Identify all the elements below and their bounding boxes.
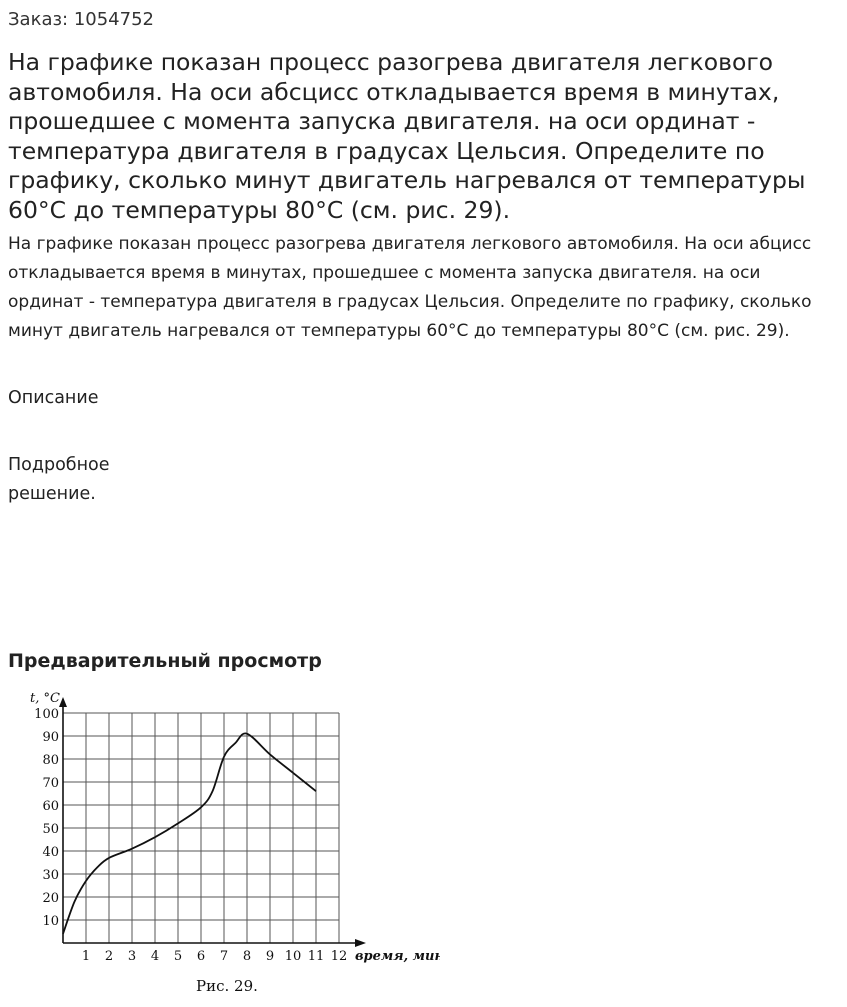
x-tick-label: 2 [104, 949, 114, 964]
temperature-chart [0, 678, 440, 1007]
y-tick-label: 20 [42, 891, 59, 906]
chart-svg [0, 678, 440, 1003]
y-tick-label: 80 [42, 753, 59, 768]
x-axis-label: время, мин. [355, 949, 440, 964]
figure-caption: Рис. 29. [196, 977, 258, 995]
detailed-solution-label: Подробное решение. [8, 455, 110, 504]
x-tick-label: 6 [196, 949, 206, 964]
task-text: На графике показан процесс разогрева двигателя легкового автомобиля. На оси абцисс откладывается время в минутах, прошедшее с момента запуска двигателя. на оси ординат - температура двигателя в градусах Цельсия. Определите по графику, сколько минут двигатель нагревался от температуры 60°C до температуры 80°C (см. рис. 29). [8, 234, 812, 341]
y-tick-label: 100 [34, 707, 59, 722]
y-tick-label: 70 [42, 776, 59, 791]
x-tick-label: 12 [330, 949, 348, 964]
x-tick-label: 9 [265, 949, 275, 964]
x-tick-label: 10 [284, 949, 302, 964]
order-number: Заказ: 1054752 [8, 9, 154, 30]
chart-axes [59, 697, 366, 947]
x-tick-label: 4 [150, 949, 160, 964]
temperature-curve [63, 733, 316, 933]
x-axis-arrow [355, 939, 366, 947]
x-tick-label: 3 [127, 949, 137, 964]
y-axis-label: t, °C [30, 691, 60, 706]
y-tick-label: 60 [42, 799, 59, 814]
preview-heading: Предварительный просмотр [8, 650, 322, 672]
description-label: Описание [8, 388, 99, 408]
x-tick-label: 11 [307, 949, 325, 964]
y-tick-label: 30 [42, 868, 59, 883]
x-tick-label: 8 [242, 949, 252, 964]
y-tick-label: 40 [42, 845, 59, 860]
x-tick-label: 5 [173, 949, 183, 964]
y-tick-label: 10 [42, 914, 59, 929]
chart-grid [63, 713, 339, 943]
x-tick-label: 7 [219, 949, 229, 964]
y-tick-label: 90 [42, 730, 59, 745]
y-axis-arrow [59, 697, 67, 707]
chart-ticks [34, 707, 347, 964]
y-tick-label: 50 [42, 822, 59, 837]
task-title: На графике показан процесс разогрева двигателя легкового автомобиля. На оси абсцисс откладывается время в минутах, прошедшее с момента запуска двигателя. на оси ординат - температура двигателя в градусах Цельсия. Определите по графику, сколько минут двигатель нагревался от температуры 60°C до температуры 80°C (см. рис. 29). [8, 48, 806, 224]
x-tick-label: 1 [81, 949, 91, 964]
